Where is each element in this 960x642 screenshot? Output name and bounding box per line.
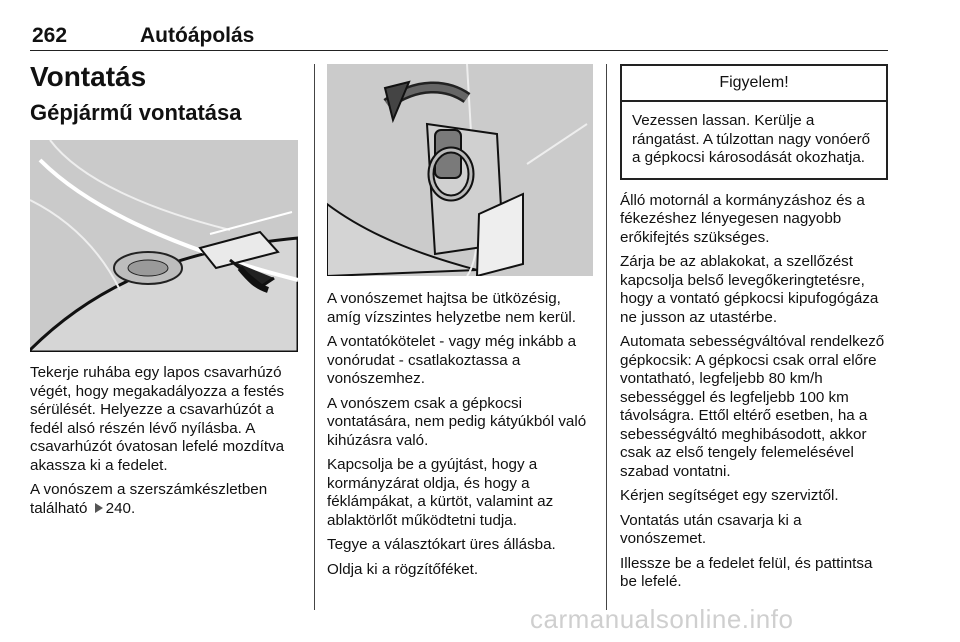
- page-number: 262: [32, 24, 68, 47]
- warning-text: Vezessen lassan. Kerülje a rángatást. A túlzottan nagy vonóerő a gépkocsi károsodását okozhatja.: [632, 112, 871, 166]
- figure-bumper-cover: [30, 140, 298, 352]
- paragraph: [30, 481, 302, 518]
- column-divider-1: [314, 64, 315, 610]
- towing-eye-illustration: [327, 64, 593, 276]
- paragraph: Tegye a választókart üres állásba.: [327, 536, 556, 553]
- paragraph: Oldja ki a rögzítőféket.: [327, 560, 479, 578]
- page-header: [30, 24, 888, 51]
- warning-box: [620, 64, 888, 180]
- column-right: [620, 64, 888, 598]
- paragraph-text: A vonószem a szerszámkészletben található: [30, 481, 268, 517]
- triangle-right-icon: [95, 503, 103, 513]
- paragraph: Illessze be a fedelet felül, és pattintsa be lefelé.: [620, 554, 873, 590]
- paragraph: Kapcsolja be a gyújtást, hogy a kormányzárat oldja, és hogy a féklámpákat, a kürtöt, valamint az ablaktörlőt működtetni tudja.: [327, 456, 554, 529]
- column-middle: [327, 64, 595, 585]
- paragraph: Tekerje ruhába egy lapos csavarhúzó végét, hogy megakadályozza a festés sérülését. Helyezze a csavarhúzót a fedél alsó részén lévő nyílásba. A csavarhúzót óvatosan lefelé mozdítva akassza ki a fedelet.: [30, 364, 285, 474]
- paragraph: A vonószem csak a gépkocsi vontatására, nem pedig kátyúkból való kihúzásra való.: [327, 394, 587, 449]
- paragraph: Automata sebességváltóval rendelkező gépkocsik: A gépkocsi csak orral előre vontatható, legfeljebb 80 km/h sebességgel és legfeljebb 100 km távolságra. Ettől eltérő esetben, ha a sebességváltó meghibásodott, akkor csak az első tengely felemelésével szabad vontatni.: [620, 333, 885, 480]
- paragraph: Vontatás után csavarja ki a vonószemet.: [620, 511, 802, 547]
- column-left: [30, 60, 302, 524]
- paragraph: A vonószemet hajtsa be ütközésig, amíg vízszintes helyzetbe nem kerül.: [327, 290, 577, 326]
- section-title: Vontatás: [30, 61, 147, 92]
- chapter-title: Autóápolás: [140, 24, 255, 47]
- section-subtitle: Gépjármű vontatása: [30, 100, 242, 125]
- page-reference-link[interactable]: 240.: [105, 499, 136, 517]
- warning-title: Figyelem!: [622, 66, 886, 102]
- figure-towing-eye: [327, 64, 593, 276]
- paragraph: Álló motornál a kormányzáshoz és a fékezéshez lényegesen nagyobb erőkifejtés szükséges.: [620, 191, 865, 246]
- paragraph: Kérjen segítséget egy szerviztől.: [620, 487, 839, 504]
- car-front-illustration: [30, 140, 298, 352]
- paragraph: Zárja be az ablakokat, a szellőzést kapcsolja belső levegőkeringtetésre, hogy a vontató gépkocsi kipufogógáza ne jusson az utastérbe.: [620, 253, 879, 326]
- paragraph: A vontatókötelet - vagy még inkább a vonórudat - csatlakoztassa a vonószemhez.: [327, 333, 577, 387]
- column-divider-2: [606, 64, 607, 610]
- warning-body: [622, 102, 886, 178]
- watermark: carmanualsonline.info: [530, 604, 794, 634]
